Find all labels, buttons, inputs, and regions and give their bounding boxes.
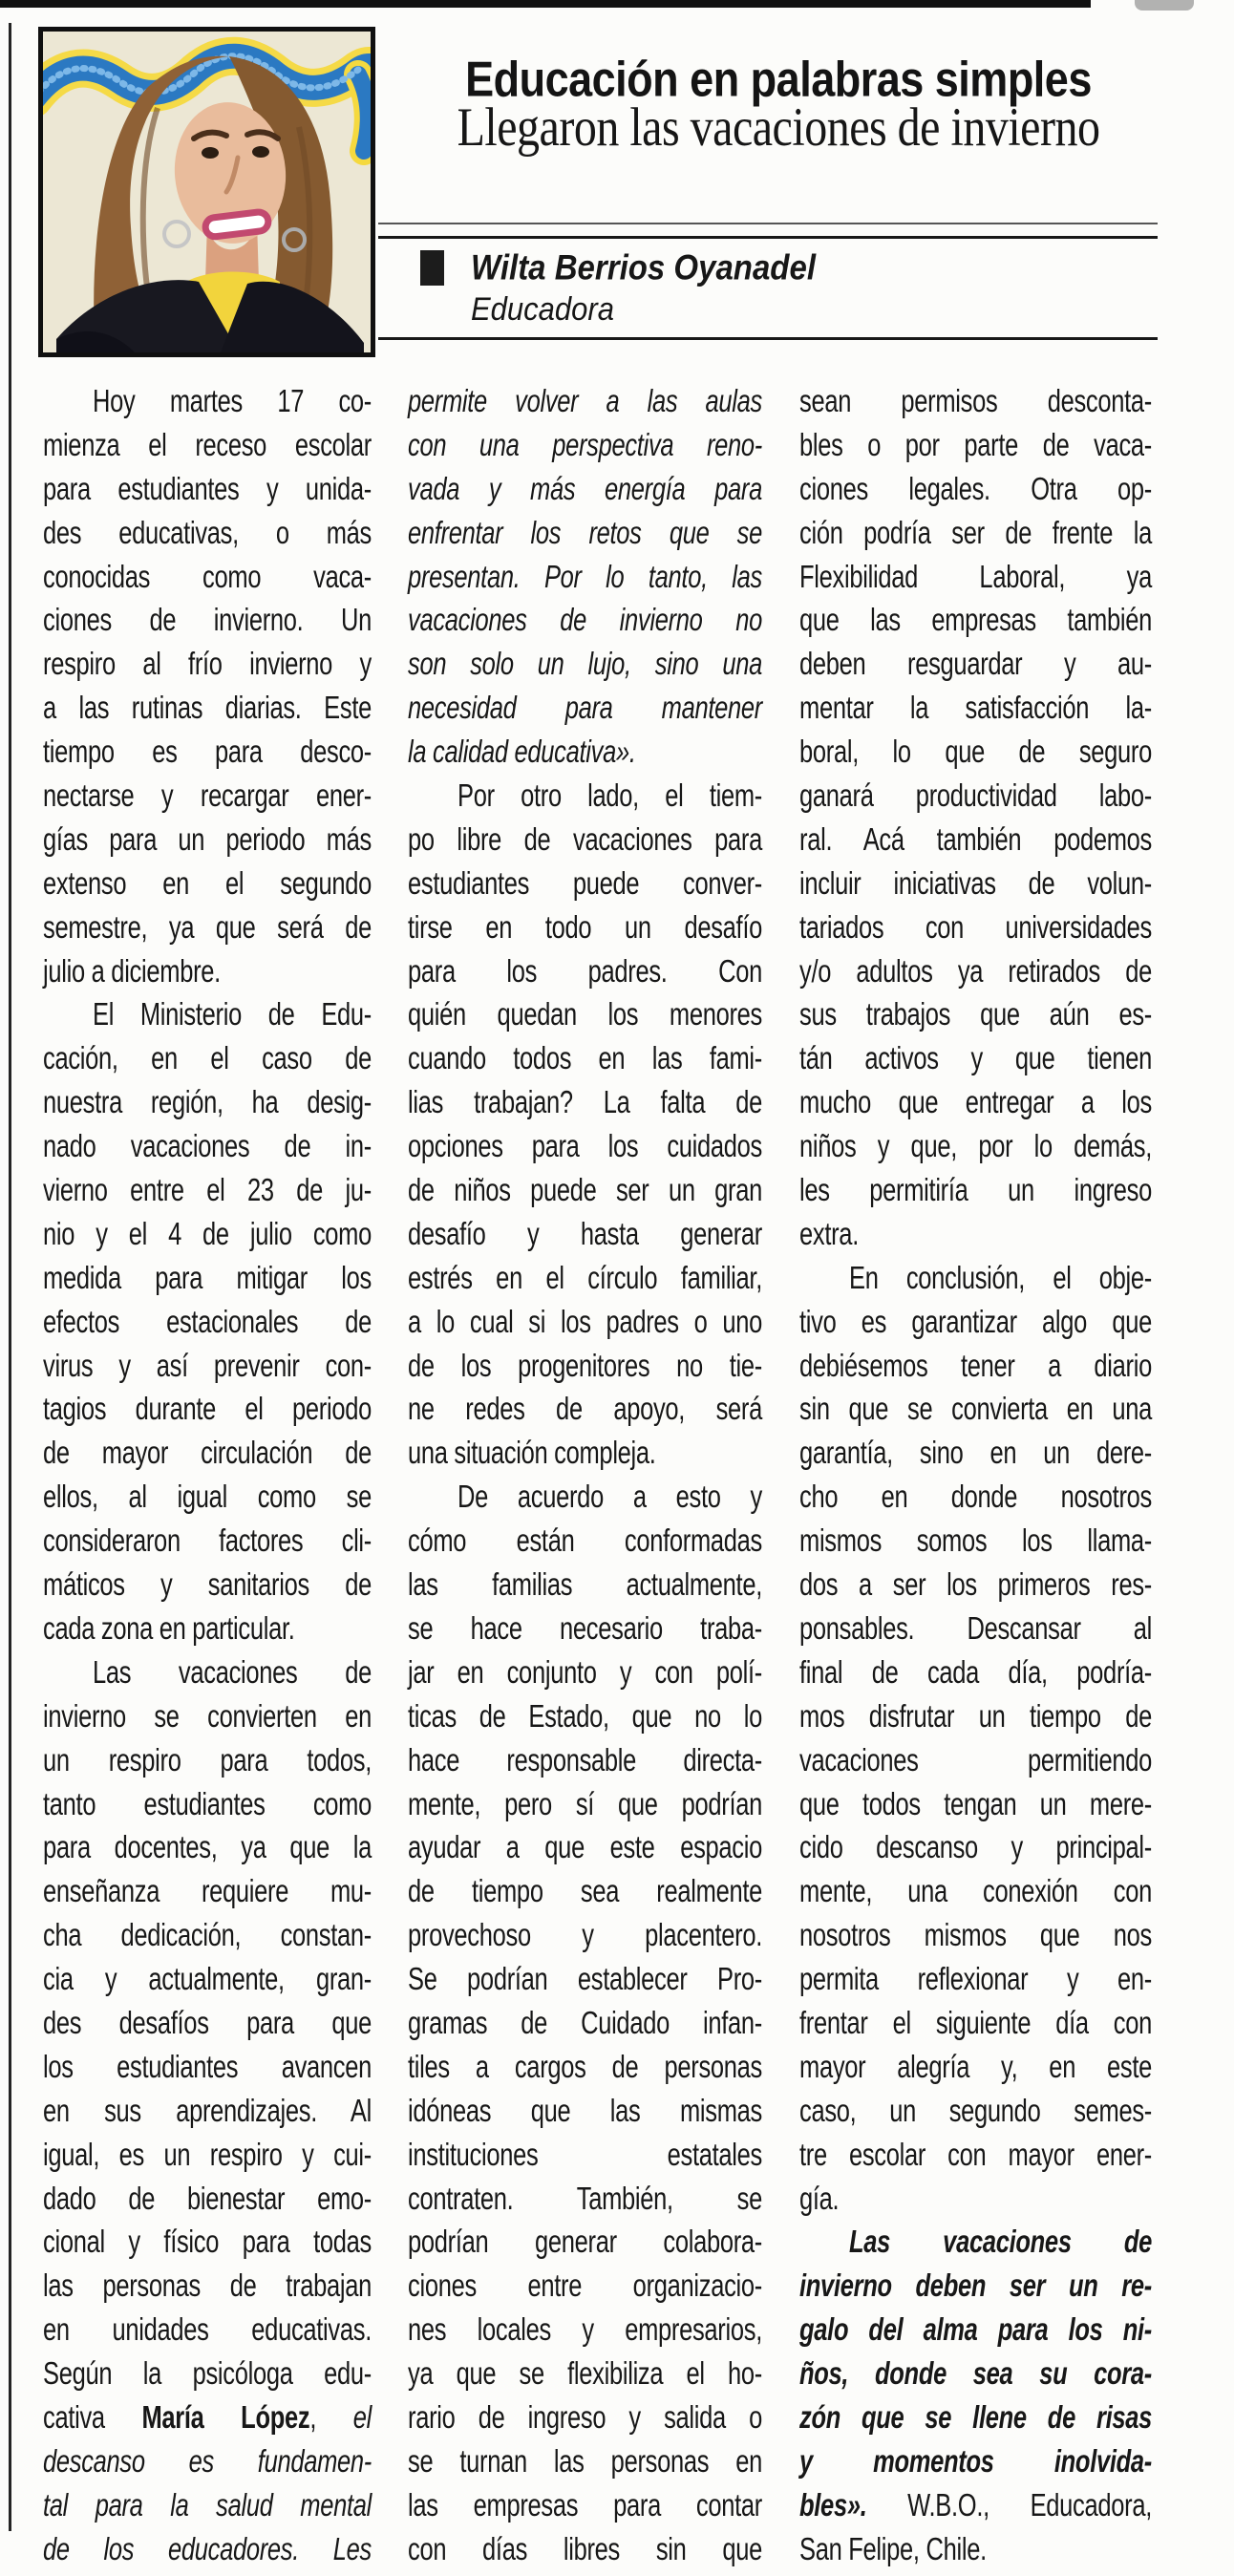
text-segment: de los educadores. Les [43, 2532, 372, 2567]
text-segment: dos a ser los primeros res- [799, 1567, 1152, 1603]
text-segment: sean permisos desconta- [799, 384, 1152, 419]
text-segment: zón que se llene de risas [799, 2400, 1152, 2436]
text-segment: de tiempo sea realmente [408, 1874, 762, 1910]
article-column-3 [799, 381, 1152, 2573]
text-segment: en sus aprendizajes. Al [43, 2094, 372, 2129]
text-segment: tanto estudiantes como [43, 1787, 372, 1822]
text-segment: ciones legales. Otra op- [799, 472, 1152, 507]
scan-top-edge-bar [0, 0, 1091, 8]
left-column-rule [9, 23, 11, 2531]
text-segment: de mayor circulación de [43, 1436, 372, 1472]
text-segment: el [352, 2400, 372, 2436]
text-segment: consideraron factores cli- [43, 1523, 372, 1560]
text-segment: mayor alegría y, en este [799, 2050, 1152, 2085]
text-segment: mos disfrutar un tiempo de [799, 1699, 1152, 1735]
byline-bullet-square-icon [420, 250, 444, 286]
text-segment: San Felipe, Chile. [799, 2532, 987, 2567]
text-segment: María López [141, 2400, 310, 2436]
text-segment: un respiro para todos, [43, 1743, 372, 1778]
portrait-woman-illustration [43, 32, 371, 352]
text-segment: son solo un lujo, sino una [408, 647, 762, 683]
text-segment: invierno se convierten en [43, 1699, 372, 1735]
text-segment: cido descanso y principal- [799, 1830, 1152, 1866]
text-segment: julio a diciembre. [43, 954, 221, 990]
byline-author: Wilta Berrios Oyanadel [471, 246, 816, 287]
text-segment: los estudiantes avancen [43, 2050, 372, 2085]
article-line [408, 2523, 762, 2576]
text-segment: nio y el 4 de julio como [43, 1217, 372, 1252]
text-segment: ral. Acá también podemos [799, 822, 1152, 858]
text-segment: , [309, 2400, 353, 2436]
byline-top-hairline [378, 223, 1158, 224]
text-segment: ayudar a que este espacio [408, 1830, 762, 1866]
text-segment: vierno entre el 23 de ju- [43, 1173, 372, 1208]
text-segment: mismos somos los llama- [799, 1523, 1152, 1560]
text-segment: nado vacaciones de in- [43, 1129, 372, 1165]
text-segment: mucho que entregar a los [799, 1085, 1152, 1121]
text-segment: con días libres sin que [408, 2532, 762, 2567]
text-segment: tivo es garantizar algo que [799, 1305, 1152, 1340]
text-segment: contraten. También, se [408, 2182, 762, 2217]
text-segment: a las rutinas diarias. Este [43, 691, 372, 727]
byline-bottom-rule [378, 337, 1158, 340]
paragraph-indent [799, 2251, 849, 2252]
text-segment: tirse en todo un desafío [408, 910, 762, 946]
text-segment: po libre de vacaciones para [408, 822, 762, 858]
text-segment: extenso en el segundo [43, 866, 372, 902]
text-segment: igual, es un respiro y cui- [43, 2138, 372, 2173]
text-segment: vada y más energía para [408, 472, 762, 507]
text-segment: cativa [43, 2400, 142, 2436]
text-segment: mente, pero sí que podrían [408, 1787, 762, 1822]
text-segment: Hoy martes 17 co- [93, 384, 372, 419]
text-segment: gía. [799, 2182, 840, 2217]
text-segment: estudiantes puede conver- [408, 866, 762, 902]
text-segment: quién quedan los menores [408, 997, 762, 1033]
text-segment: lias trabajan? La falta de [408, 1085, 762, 1121]
text-segment: De acuerdo a esto y [457, 1480, 762, 1516]
text-segment: y momentos inolvida- [799, 2444, 1152, 2480]
text-segment: que todos tengan un mere- [799, 1787, 1152, 1822]
text-segment: las familias actualmente, [408, 1567, 762, 1603]
article-column-1 [43, 381, 372, 2573]
text-segment: hace responsable directa- [408, 1743, 762, 1778]
text-segment: mienza el receso escolar [43, 428, 372, 463]
text-segment: y/o adultos ya retirados de [799, 954, 1152, 990]
text-segment: instituciones estatales [408, 2138, 762, 2173]
text-segment: cación, en el caso de [43, 1041, 372, 1077]
text-segment: debiésemos tener a diario [799, 1349, 1152, 1384]
text-segment: Las vacaciones de [93, 1655, 372, 1691]
text-segment: vacaciones de invierno no [408, 603, 762, 639]
text-segment: de niños puede ser un gran [408, 1173, 762, 1208]
text-segment: deben resguardar y au- [799, 647, 1152, 683]
headline: Llegaron las vacaciones de invierno [457, 96, 1100, 159]
text-segment: podrían generar colabora- [408, 2225, 762, 2261]
text-segment: ticas de Estado, que no lo [408, 1699, 762, 1735]
text-segment: ciones entre organizacio- [408, 2268, 762, 2305]
text-segment: jar en conjunto y con polí- [408, 1655, 762, 1691]
text-segment: las personas de trabajan [43, 2268, 372, 2305]
text-segment: galo del alma para los ni- [799, 2312, 1152, 2349]
text-segment: tagios durante el periodo [43, 1393, 372, 1428]
text-segment: necesidad para mantener [408, 691, 762, 727]
text-segment: virus y así prevenir con- [43, 1349, 372, 1384]
text-segment: con una perspectiva reno- [408, 428, 762, 463]
text-segment: ciones de invierno. Un [43, 603, 372, 639]
text-segment: sus trabajos que aún es- [799, 997, 1152, 1033]
text-segment: bles o por parte de vaca- [799, 428, 1152, 463]
text-segment: cómo están conformadas [408, 1523, 762, 1560]
text-segment: nosotros mismos que nos [799, 1918, 1152, 1954]
text-segment: Las vacaciones de [849, 2225, 1152, 2261]
text-segment: a lo cual si los padres o uno [408, 1305, 762, 1340]
byline-top-rule [378, 236, 1158, 239]
text-segment: nes locales y empresarios, [408, 2312, 762, 2349]
text-segment: medida para mitigar los [43, 1261, 372, 1296]
text-segment: ellos, al igual como se [43, 1480, 372, 1516]
text-segment: dado de bienestar emo- [43, 2182, 372, 2217]
text-segment: Por otro lado, el tiem- [457, 778, 762, 814]
paragraph-indent [408, 805, 457, 806]
text-segment: tiempo es para desco- [43, 734, 372, 771]
text-segment: W.B.O., Educadora, [866, 2488, 1152, 2523]
paragraph-indent [43, 411, 93, 412]
byline-role: Educadora [471, 289, 614, 329]
text-segment: niños y que, por lo demás, [799, 1129, 1152, 1165]
text-segment: una situación compleja. [408, 1436, 656, 1472]
text-segment: cional y físico para todas [43, 2225, 372, 2261]
text-segment: des desafíos para que [43, 2006, 372, 2041]
text-segment: tariados con universidades [799, 910, 1152, 946]
text-segment: permite volver a las aulas [408, 384, 762, 419]
text-segment: cia y actualmente, gran- [43, 1962, 372, 1997]
text-segment: En conclusión, el obje- [849, 1261, 1152, 1296]
article-line [43, 2523, 372, 2576]
text-segment: máticos y sanitarios de [43, 1567, 372, 1603]
text-segment: Flexibilidad Laboral, ya [799, 560, 1152, 595]
text-segment: nectarse y recargar ener- [43, 778, 372, 814]
section-title: Educación en palabras simples [465, 51, 1092, 107]
text-segment: Según la psicóloga edu- [43, 2356, 372, 2392]
author-photo [38, 27, 375, 357]
text-segment: gramas de Cuidado infan- [408, 2006, 762, 2041]
text-segment: ños, donde sea su cora- [799, 2356, 1152, 2392]
text-segment: enseñanza requiere mu- [43, 1874, 372, 1910]
text-segment: bles». [799, 2488, 867, 2523]
text-segment: opciones para los cuidados [408, 1129, 762, 1165]
text-segment: cuando todos en las fami- [408, 1041, 762, 1077]
text-segment: se turnan las personas en [408, 2444, 762, 2480]
text-segment: El Ministerio de Edu- [93, 997, 372, 1033]
text-segment: cho en donde nosotros [799, 1480, 1152, 1516]
text-segment: frentar el siguiente día con [799, 2006, 1152, 2041]
text-segment: ne redes de apoyo, será [408, 1393, 762, 1428]
text-segment: Se podrían establecer Pro- [408, 1962, 762, 1997]
text-segment: la calidad educativa». [408, 734, 636, 771]
text-segment: semestre, ya que será de [43, 910, 372, 946]
text-segment: respiro al frío invierno y [43, 647, 372, 683]
text-segment: des educativas, o más [43, 516, 372, 551]
text-segment: se hace necesario traba- [408, 1611, 762, 1647]
article-line [799, 2523, 1152, 2576]
text-segment: tán activos y que tienen [799, 1041, 1152, 1077]
paragraph-indent [43, 1682, 93, 1683]
text-segment: cada zona en particular. [43, 1611, 295, 1647]
text-segment: tal para la salud mental [43, 2488, 372, 2523]
text-segment: conocidas como vaca- [43, 560, 372, 595]
text-segment: estrés en el círculo familiar, [408, 1261, 762, 1296]
text-segment: las empresas para contar [408, 2488, 762, 2523]
text-segment: ganará productividad labo- [799, 778, 1152, 814]
paragraph-indent [43, 1024, 93, 1025]
text-segment: idóneas que las mismas [408, 2094, 762, 2129]
text-segment: para estudiantes y unida- [43, 472, 372, 507]
text-segment: extra. [799, 1217, 859, 1252]
text-segment: efectos estacionales de [43, 1305, 372, 1340]
text-segment: caso, un segundo semes- [799, 2094, 1152, 2129]
text-segment: gías para un periodo más [43, 822, 372, 858]
text-segment: mentar la satisfacción la- [799, 691, 1152, 727]
text-segment: de los progenitores no tie- [408, 1349, 762, 1384]
text-segment: presentan. Por lo tanto, las [408, 560, 762, 595]
text-segment: invierno deben ser un re- [799, 2268, 1152, 2305]
text-segment: permita reflexionar y en- [799, 1962, 1152, 1997]
text-segment: sin que se convierta en una [799, 1393, 1152, 1428]
text-segment: descanso es fundamen- [43, 2444, 372, 2480]
text-segment: nuestra región, ha desig- [43, 1085, 372, 1121]
text-segment: mente, una conexión con [799, 1874, 1152, 1910]
text-segment: desafío y hasta generar [408, 1217, 762, 1252]
text-segment: tiles a cargos de personas [408, 2050, 762, 2085]
text-segment: enfrentar los retos que se [408, 516, 762, 551]
text-segment: final de cada día, podría- [799, 1655, 1152, 1691]
scan-smudge [1135, 0, 1194, 11]
text-segment: rario de ingreso y salida o [408, 2400, 762, 2436]
text-segment: ya que se flexibiliza el ho- [408, 2356, 762, 2392]
text-segment: les permitiría un ingreso [799, 1173, 1152, 1208]
text-segment: tre escolar con mayor ener- [799, 2138, 1152, 2173]
text-segment: cha dedicación, constan- [43, 1918, 372, 1954]
paragraph-indent [408, 1506, 457, 1507]
text-segment: boral, lo que de seguro [799, 734, 1152, 771]
text-segment: para los padres. Con [408, 954, 762, 990]
text-segment: ción podría ser de frente la [799, 516, 1152, 551]
text-segment: en unidades educativas. [43, 2312, 372, 2349]
text-segment: ponsables. Descansar al [799, 1611, 1152, 1647]
text-segment: garantía, sino en un dere- [799, 1436, 1152, 1472]
text-segment: para docentes, ya que la [43, 1830, 372, 1866]
text-segment: vacaciones permitiendo [799, 1743, 1152, 1778]
text-segment: provechoso y placentero. [408, 1918, 762, 1954]
text-segment: que las empresas también [799, 603, 1152, 639]
text-segment: incluir iniciativas de volun- [799, 866, 1152, 902]
article-column-2 [408, 381, 762, 2573]
